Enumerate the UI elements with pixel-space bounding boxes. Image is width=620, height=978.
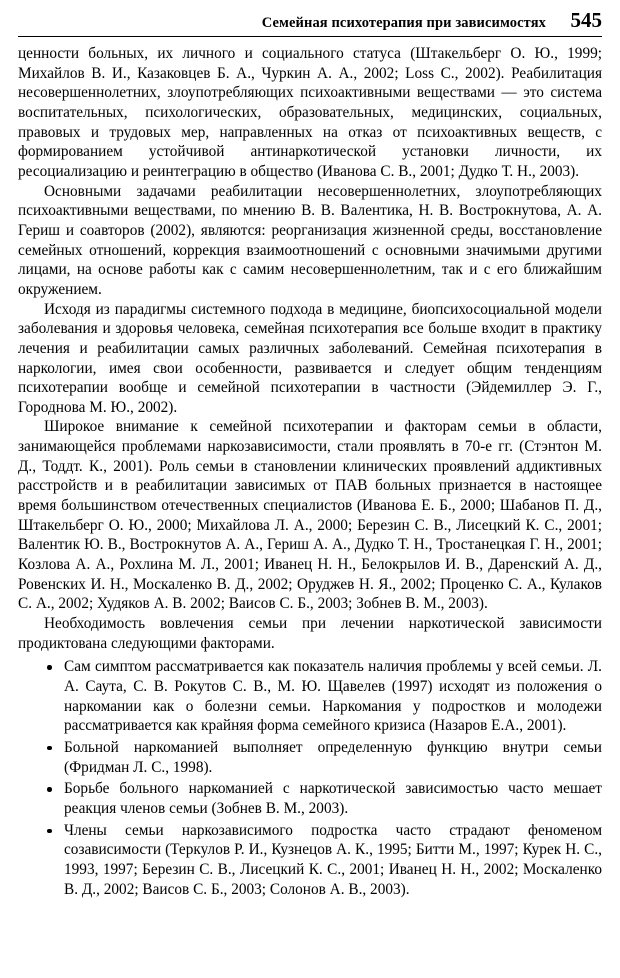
paragraph: Необходимость вовлечения семьи при лечении наркотической зависимости продиктована следующими факторами. [18,615,602,652]
list-item [18,821,602,900]
paragraph: Основными задачами реабилитации несовершеннолетних, злоупотребляющих психоактивными веществами, по мнению В. В. Валентика, Н. В. Вострокнутова, А. А. Гериш и соавторов (2002), являются: реорганизация жизненной среды, восстановление семейных отношений, коррекция взаимоотношений с основными значимыми другими лицами, на основе работы как с самим несовершеннолетним, так и с его ближайшим окружением. [18,182,602,298]
list-item-text: Больной наркоманией выполняет определенную функцию внутри семьи (Фридман Л. С., 1998). [64,738,602,776]
bullet-list [18,657,602,899]
paragraph: Широкое внимание к семейной психотерапии и факторам семьи в области, занимающейся проблемами наркозависимости, стали проявлять в 70-е гг. (Стэнтон М. Д., Тоддт. К., 2001). Роль семьи в становлении клинических проявлений аддиктивных расстройств и в реабилитации зависимых от ПАВ больных признается в настоящее время большинством отечественных специалистов (Иванова Е. Б., 2000; Шабанов П. Д., Штакельберг О. Ю., 2000; Михайлова Л. А., 2000; Березин С. В., Лисецкий К. С., 2001; Валентик Ю. В., Вострокнутов А. А., Гериш А. А., Дудко Т. Н., Тростанецкая Г. Н., 2001; Козлова А. А., Рохлина М. Л., 2001; Иванец Н. Н., Белокрылов И. В., Даренский А. Д., Ровенских И. Н., Москаленко В. Д., 2002; Оруджев Н. Я., 2002; Проценко С. А., Кулаков С. А., 2002; Худяков А. В. 2002; Ваисов С. Б., 2003; Зобнев В. М., 2003). [18,418,602,613]
paragraph: Исходя из парадигмы системного подхода в медицине, биопсихосоциальной модели заболевания и здоровья человека, семейная психотерапия все больше входит в практику лечения и реабилитации самых различных заболеваний. Семейная психотерапия в наркологии, имея свои особенности, развивается и следует общим тенденциям психотерапии вообще и семейной психотерапии в частности (Эйдемиллер Э. Г., Городнова М. Ю., 2002). [18,300,602,416]
list-item [18,738,602,777]
bullet-dot-icon [47,829,52,834]
bullet-dot-icon [47,665,52,670]
page-number: 545 [570,8,602,32]
page-header [18,0,602,36]
bullet-dot-icon [47,746,52,751]
running-title: Семейная психотерапия при зависимостях [261,15,546,31]
list-item-text: Сам симптом рассматривается как показатель наличия проблемы у всей семьи. Л. А. Саута, С. В. Рокутов С. В., М. Ю. Щавелев (1997) исходят из положения о наркомании как о болезни семьи. Наркомания у подростков и молодежи рассматривается как крайняя форма семейного кризиса (Назаров Е.А., 2001). [64,658,602,735]
list-item [18,779,602,818]
list-item [18,657,602,736]
page-body [18,44,602,899]
list-item-text: Члены семьи наркозависимого подростка часто страдают феноменом созависимости (Теркулов Р. И., Кузнецов А. К., 1995; Битти М., 1997; Курек Н. С., 1993, 1997; Березин С. В., Лисецкий К. С., 2001; Иванец Н. Н., 2002; Москаленко В. Д., 2002; Ваисов С. Б., 2003; Солонов А. В., 2003). [64,821,602,898]
list-item-text: Борьбе больного наркоманией с наркотической зависимостью часто мешает реакция членов семьи (Зобнев В. М., 2003). [64,780,602,817]
paragraph: ценности больных, их личного и социального статуса (Штакельберг О. Ю., 1999; Михайлов В. И., Казаковцев Б. А., Чуркин А. А., 2002; Loss C., 2002). Реабилитация несовершеннолетних, злоупотребляющих психоактивными веществами — это система воспитательных, психологических, образовательных, медицинских, социальных, правовых и трудовых мер, направленных на отказ от психоактивных веществ, с формированием устойчивой антинаркотической установки личности, их ресоциализацию и реинтеграцию в общество (Иванова С. В., 2001; Дудко Т. Н., 2003). [18,45,602,180]
bullet-dot-icon [47,787,52,792]
header-divider [18,36,602,37]
